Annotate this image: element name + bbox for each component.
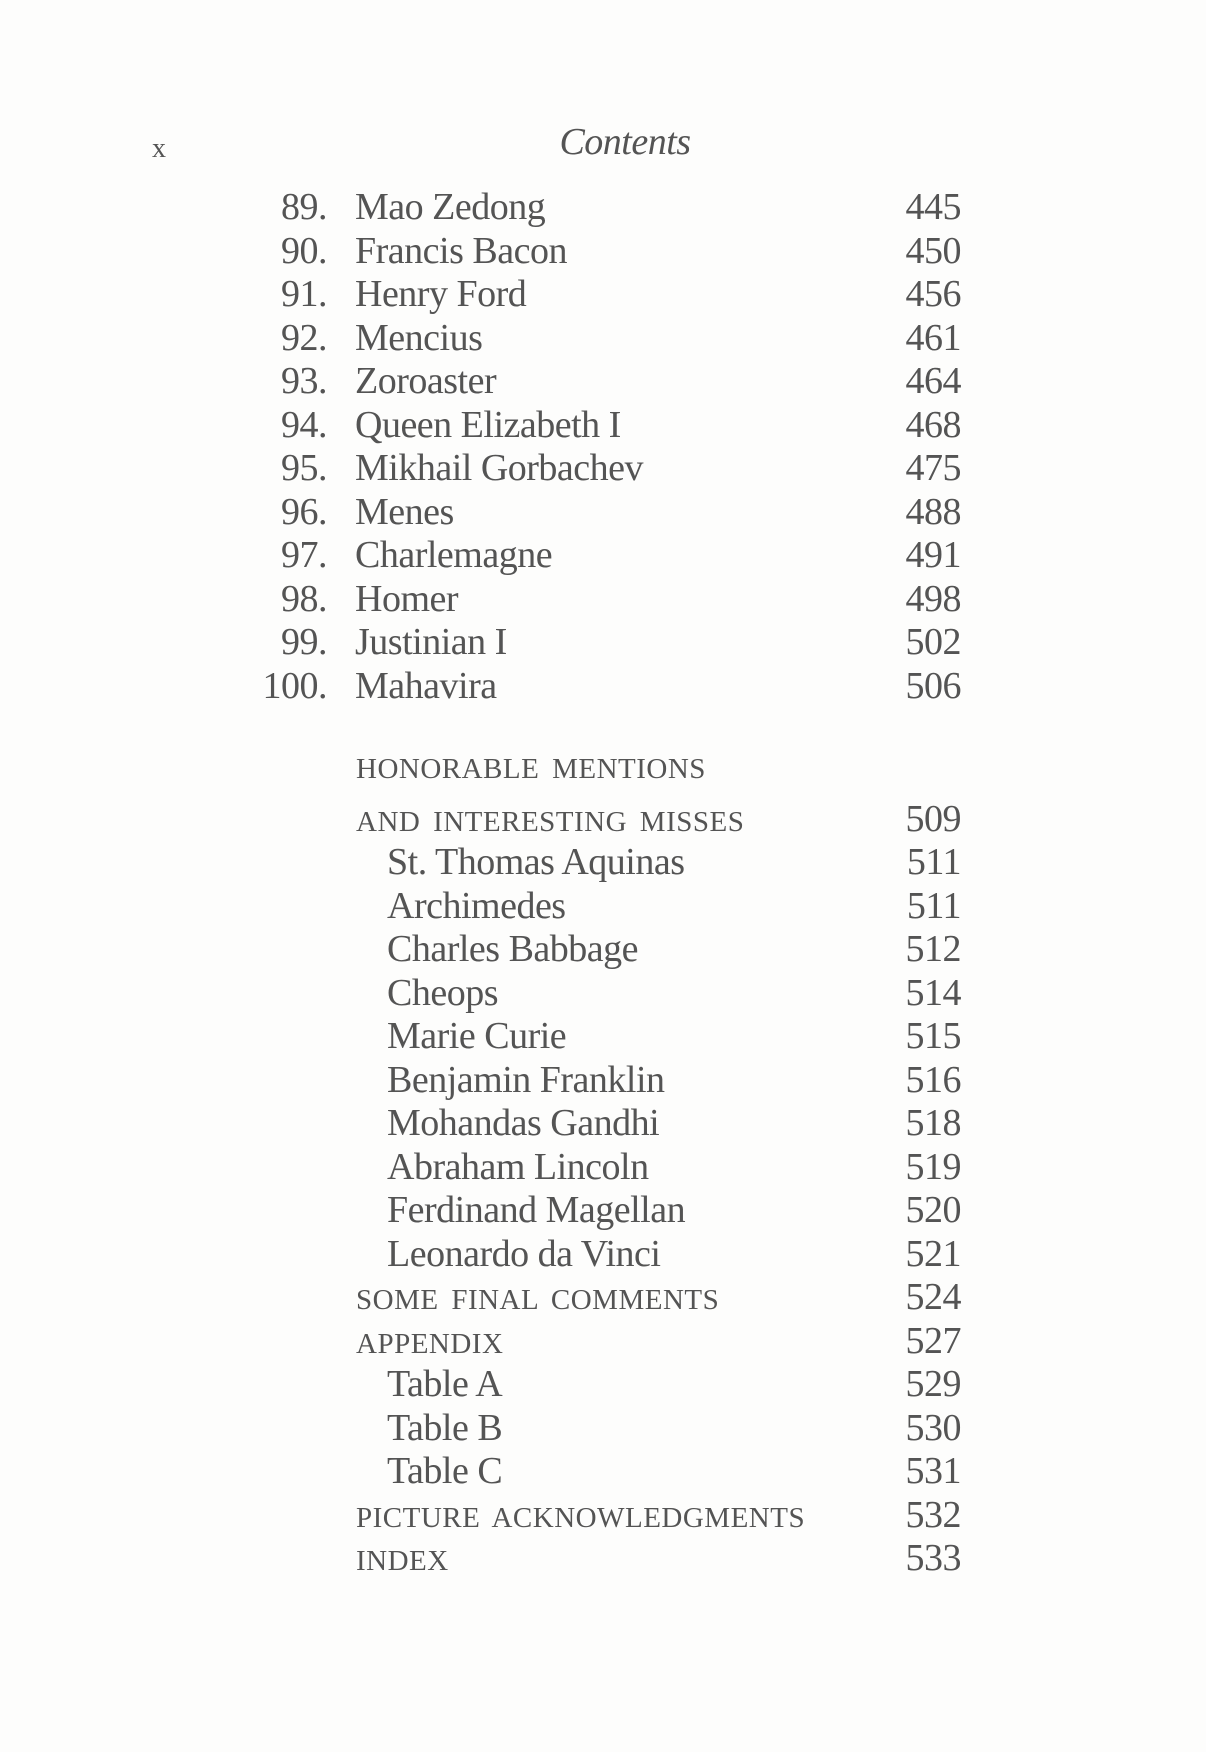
entry-page: 511: [906, 884, 961, 927]
toc-subentry-row: [250, 927, 961, 971]
entry-name: Mahavira: [355, 664, 497, 707]
entry-name: Homer: [355, 577, 459, 620]
entry-page: 468: [905, 403, 961, 446]
entry-name: INDEX: [356, 1545, 449, 1577]
toc-entry-row: [250, 446, 961, 490]
entry-name: Table C: [387, 1450, 503, 1492]
entry-page: 527: [905, 1319, 961, 1362]
toc-section-heading-row: [250, 1319, 961, 1363]
running-head-page-number: x: [152, 133, 166, 164]
entry-page: 514: [905, 971, 961, 1014]
toc-section-heading-row: [250, 1493, 961, 1537]
toc-entry-row: [250, 533, 961, 577]
toc-subentry-row: [250, 1232, 961, 1276]
entry-number: 92.: [281, 316, 327, 359]
entry-name: Justinian I: [355, 621, 507, 663]
entry-page: 506: [905, 664, 961, 707]
entry-name: Leonardo da Vinci: [387, 1232, 661, 1275]
entry-page: 445: [905, 186, 961, 228]
toc-section-heading-row: [250, 797, 961, 841]
entry-number: 93.: [281, 360, 327, 402]
toc-subentry-row: [250, 1101, 961, 1145]
entry-page: 502: [905, 621, 961, 663]
entry-name: SOME FINAL COMMENTS: [356, 1284, 720, 1316]
entry-number: 99.: [281, 621, 327, 663]
entry-page: 464: [905, 360, 961, 402]
entry-page: 531: [905, 1450, 961, 1492]
entry-page: 515: [905, 1015, 961, 1057]
entry-name: Menes: [355, 490, 454, 533]
entry-page: 475: [905, 447, 961, 489]
entry-number: 89.: [281, 186, 327, 228]
entry-name: Archimedes: [387, 884, 566, 927]
toc-subentry-row: [250, 971, 961, 1015]
entry-name: AND INTERESTING MISSES: [356, 805, 745, 838]
entry-name: Cheops: [387, 971, 498, 1014]
entry-name: Henry Ford: [355, 273, 527, 315]
entry-name: HONORABLE MENTIONS: [356, 753, 706, 785]
entry-name: Marie Curie: [387, 1015, 567, 1057]
entry-page: 511: [906, 841, 961, 883]
toc-entry-row: [250, 620, 961, 664]
entry-page: 533: [905, 1537, 961, 1579]
toc-entry-row: [250, 272, 961, 316]
entry-page: 491: [905, 534, 961, 576]
toc-subentry-row: [250, 1362, 961, 1406]
entry-name: Zoroaster: [355, 360, 497, 402]
toc-subentry-row: [250, 1406, 961, 1450]
entry-page: 520: [905, 1189, 961, 1231]
entry-name: Charlemagne: [355, 534, 553, 576]
toc-entry-row: [250, 185, 961, 229]
toc-list: [250, 185, 961, 1580]
toc-subentry-row: [250, 1449, 961, 1493]
entry-number: 95.: [281, 447, 327, 489]
toc-section-heading-row: [250, 753, 961, 797]
entry-page: 530: [905, 1406, 961, 1449]
entry-name: Abraham Lincoln: [387, 1145, 649, 1188]
entry-page: 521: [905, 1232, 961, 1275]
toc-entry-row: [250, 359, 961, 403]
toc-subentry-row: [250, 840, 961, 884]
entry-name: Charles Babbage: [387, 928, 639, 970]
entry-name: Mencius: [355, 316, 483, 359]
entry-name: St. Thomas Aquinas: [387, 841, 685, 883]
entry-page: 516: [905, 1058, 961, 1101]
page-title: Contents: [559, 121, 691, 163]
toc-entry-row: [250, 490, 961, 534]
entry-page: 518: [905, 1102, 961, 1144]
entry-page: 512: [905, 928, 961, 970]
toc-entry-row: [250, 577, 961, 621]
toc-entry-row: [250, 664, 961, 708]
toc-subentry-row: [250, 1145, 961, 1189]
entry-page: 488: [905, 490, 961, 533]
entry-number: 91.: [281, 273, 327, 315]
entry-number: 94.: [281, 403, 327, 446]
entry-name: Ferdinand Magellan: [387, 1189, 686, 1231]
entry-page: 509: [905, 797, 961, 840]
toc-section-heading-row: [250, 1275, 961, 1319]
entry-name: Mohandas Gandhi: [387, 1102, 660, 1144]
entry-page: 461: [905, 316, 961, 359]
entry-page: 456: [905, 273, 961, 315]
entry-name: Benjamin Franklin: [387, 1058, 665, 1101]
entry-name: Francis Bacon: [355, 229, 567, 272]
entry-name: Queen Elizabeth I: [355, 403, 621, 446]
entry-page: 524: [905, 1276, 961, 1318]
toc-entry-row: [250, 229, 961, 273]
entry-number: 97.: [281, 534, 327, 576]
entry-name: Mao Zedong: [355, 186, 546, 228]
toc-subentry-row: [250, 1014, 961, 1058]
entry-number: 100.: [262, 664, 327, 707]
entry-name: Table B: [387, 1406, 503, 1449]
entry-name: APPENDIX: [356, 1327, 504, 1360]
toc-subentry-row: [250, 1058, 961, 1102]
entry-number: 96.: [281, 490, 327, 533]
toc-subentry-row: [250, 1188, 961, 1232]
toc-entry-row: [250, 316, 961, 360]
entry-name: Table A: [387, 1363, 503, 1405]
toc-section-heading-row: [250, 1536, 961, 1580]
entry-name: Mikhail Gorbachev: [355, 447, 644, 489]
toc-subentry-row: [250, 884, 961, 928]
entry-page: 450: [905, 229, 961, 272]
entry-name: PICTURE ACKNOWLEDGMENTS: [356, 1501, 806, 1534]
entry-page: 498: [905, 577, 961, 620]
entry-number: 90.: [281, 229, 327, 272]
toc-entry-row: [250, 403, 961, 447]
entry-page: 519: [905, 1145, 961, 1188]
entry-number: 98.: [281, 577, 327, 620]
entry-page: 529: [905, 1363, 961, 1405]
entry-page: 532: [905, 1493, 961, 1536]
